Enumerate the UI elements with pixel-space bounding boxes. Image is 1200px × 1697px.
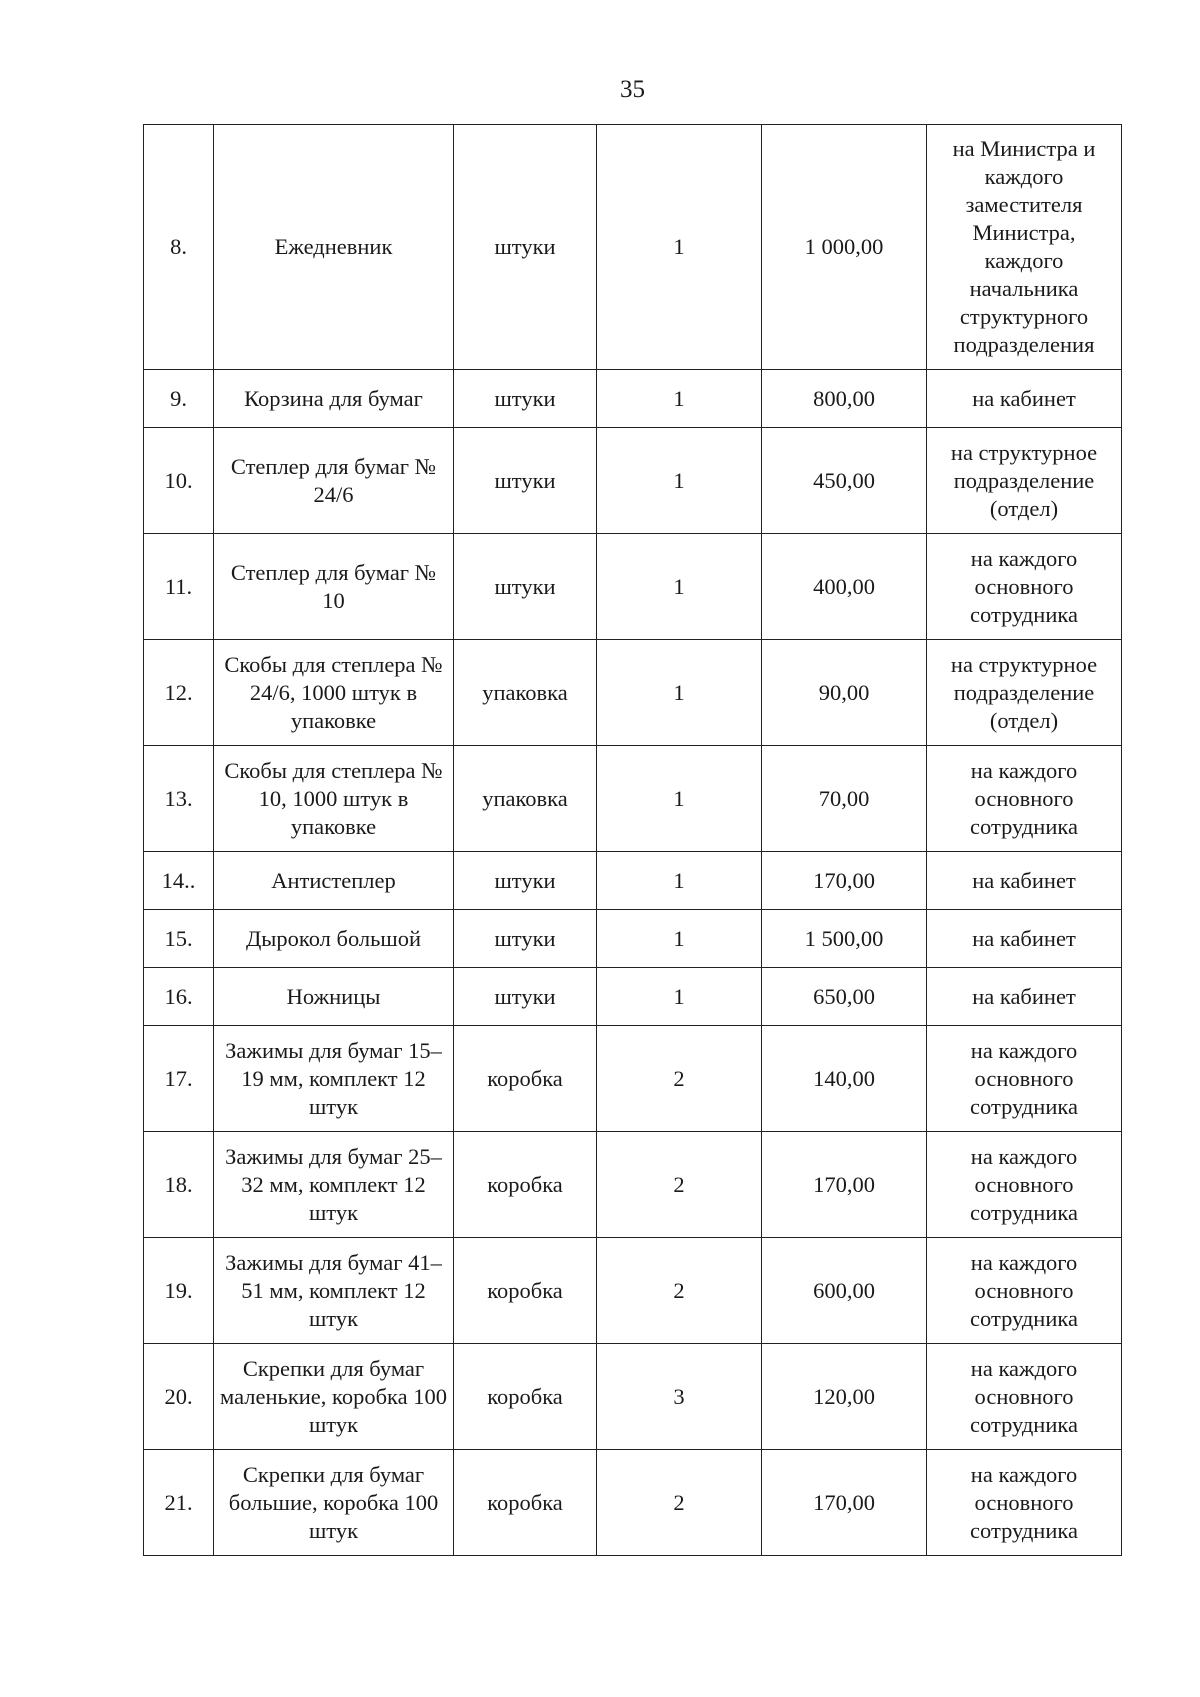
item-name: Зажимы для бумаг 25–32 мм, комплект 12 штук — [214, 1132, 454, 1238]
row-number: 21. — [144, 1450, 214, 1556]
item-name: Ежедневник — [214, 125, 454, 370]
item-quantity: 2 — [597, 1450, 762, 1556]
table-row — [144, 910, 1122, 968]
item-name: Дырокол большой — [214, 910, 454, 968]
item-note: на кабинет — [927, 370, 1122, 428]
table-row — [144, 125, 1122, 370]
row-number: 13. — [144, 746, 214, 852]
table-row — [144, 534, 1122, 640]
item-price: 140,00 — [762, 1026, 927, 1132]
item-quantity: 2 — [597, 1026, 762, 1132]
item-price: 600,00 — [762, 1238, 927, 1344]
item-note: на каждого основного сотрудника — [927, 1238, 1122, 1344]
row-number: 16. — [144, 968, 214, 1026]
item-note: на кабинет — [927, 852, 1122, 910]
item-price: 120,00 — [762, 1344, 927, 1450]
item-unit: коробка — [454, 1344, 597, 1450]
item-name: Зажимы для бумаг 15–19 мм, комплект 12 штук — [214, 1026, 454, 1132]
row-number: 17. — [144, 1026, 214, 1132]
table-row — [144, 852, 1122, 910]
item-name: Скобы для степлера № 24/6, 1000 штук в упаковке — [214, 640, 454, 746]
item-quantity: 1 — [597, 910, 762, 968]
table-row — [144, 968, 1122, 1026]
supplies-table — [143, 124, 1122, 1556]
item-quantity: 2 — [597, 1238, 762, 1344]
item-name: Корзина для бумаг — [214, 370, 454, 428]
row-number: 9. — [144, 370, 214, 428]
row-number: 15. — [144, 910, 214, 968]
item-unit: штуки — [454, 370, 597, 428]
row-number: 18. — [144, 1132, 214, 1238]
row-number: 8. — [144, 125, 214, 370]
item-price: 400,00 — [762, 534, 927, 640]
row-number: 12. — [144, 640, 214, 746]
table-row — [144, 370, 1122, 428]
item-price: 170,00 — [762, 1450, 927, 1556]
item-quantity: 2 — [597, 1132, 762, 1238]
item-note: на кабинет — [927, 910, 1122, 968]
item-name: Степлер для бумаг № 10 — [214, 534, 454, 640]
item-quantity: 3 — [597, 1344, 762, 1450]
item-note: на каждого основного сотрудника — [927, 746, 1122, 852]
item-unit: штуки — [454, 910, 597, 968]
item-unit: штуки — [454, 125, 597, 370]
row-number: 10. — [144, 428, 214, 534]
item-note: на структурное подразделение (отдел) — [927, 428, 1122, 534]
item-unit: штуки — [454, 534, 597, 640]
row-number: 14.. — [144, 852, 214, 910]
item-quantity: 1 — [597, 746, 762, 852]
item-note: на каждого основного сотрудника — [927, 1132, 1122, 1238]
table-row — [144, 746, 1122, 852]
item-name: Антистеплер — [214, 852, 454, 910]
item-price: 450,00 — [762, 428, 927, 534]
item-price: 170,00 — [762, 852, 927, 910]
item-unit: упаковка — [454, 640, 597, 746]
item-quantity: 1 — [597, 370, 762, 428]
item-note: на структурное подразделение (отдел) — [927, 640, 1122, 746]
item-note: на каждого основного сотрудника — [927, 1026, 1122, 1132]
item-unit: штуки — [454, 968, 597, 1026]
item-note: на каждого основного сотрудника — [927, 534, 1122, 640]
item-unit: упаковка — [454, 746, 597, 852]
item-price: 1 500,00 — [762, 910, 927, 968]
table-row — [144, 1026, 1122, 1132]
item-quantity: 1 — [597, 852, 762, 910]
row-number: 19. — [144, 1238, 214, 1344]
item-name: Зажимы для бумаг 41–51 мм, комплект 12 штук — [214, 1238, 454, 1344]
item-price: 1 000,00 — [762, 125, 927, 370]
item-quantity: 1 — [597, 640, 762, 746]
item-unit: коробка — [454, 1238, 597, 1344]
item-unit: штуки — [454, 852, 597, 910]
item-note: на каждого основного сотрудника — [927, 1450, 1122, 1556]
item-quantity: 1 — [597, 428, 762, 534]
item-price: 800,00 — [762, 370, 927, 428]
item-price: 70,00 — [762, 746, 927, 852]
item-unit: штуки — [454, 428, 597, 534]
table-row — [144, 1238, 1122, 1344]
item-name: Скрепки для бумаг большие, коробка 100 штук — [214, 1450, 454, 1556]
item-price: 650,00 — [762, 968, 927, 1026]
row-number: 20. — [144, 1344, 214, 1450]
item-price: 170,00 — [762, 1132, 927, 1238]
item-price: 90,00 — [762, 640, 927, 746]
row-number: 11. — [144, 534, 214, 640]
table-row — [144, 1344, 1122, 1450]
item-name: Ножницы — [214, 968, 454, 1026]
item-unit: коробка — [454, 1026, 597, 1132]
item-quantity: 1 — [597, 968, 762, 1026]
item-unit: коробка — [454, 1132, 597, 1238]
item-note: на кабинет — [927, 968, 1122, 1026]
item-name: Скрепки для бумаг маленькие, коробка 100 штук — [214, 1344, 454, 1450]
item-name: Скобы для степлера № 10, 1000 штук в упаковке — [214, 746, 454, 852]
item-name: Степлер для бумаг № 24/6 — [214, 428, 454, 534]
item-quantity: 1 — [597, 125, 762, 370]
table-row — [144, 1132, 1122, 1238]
supplies-table-body — [144, 125, 1122, 1556]
table-row — [144, 1450, 1122, 1556]
table-row — [144, 428, 1122, 534]
item-note: на Министра и каждого заместителя Министра, каждого начальника структурного подразделения — [927, 125, 1122, 370]
item-unit: коробка — [454, 1450, 597, 1556]
page-number: 35 — [620, 76, 645, 103]
table-row — [144, 640, 1122, 746]
item-quantity: 1 — [597, 534, 762, 640]
item-note: на каждого основного сотрудника — [927, 1344, 1122, 1450]
